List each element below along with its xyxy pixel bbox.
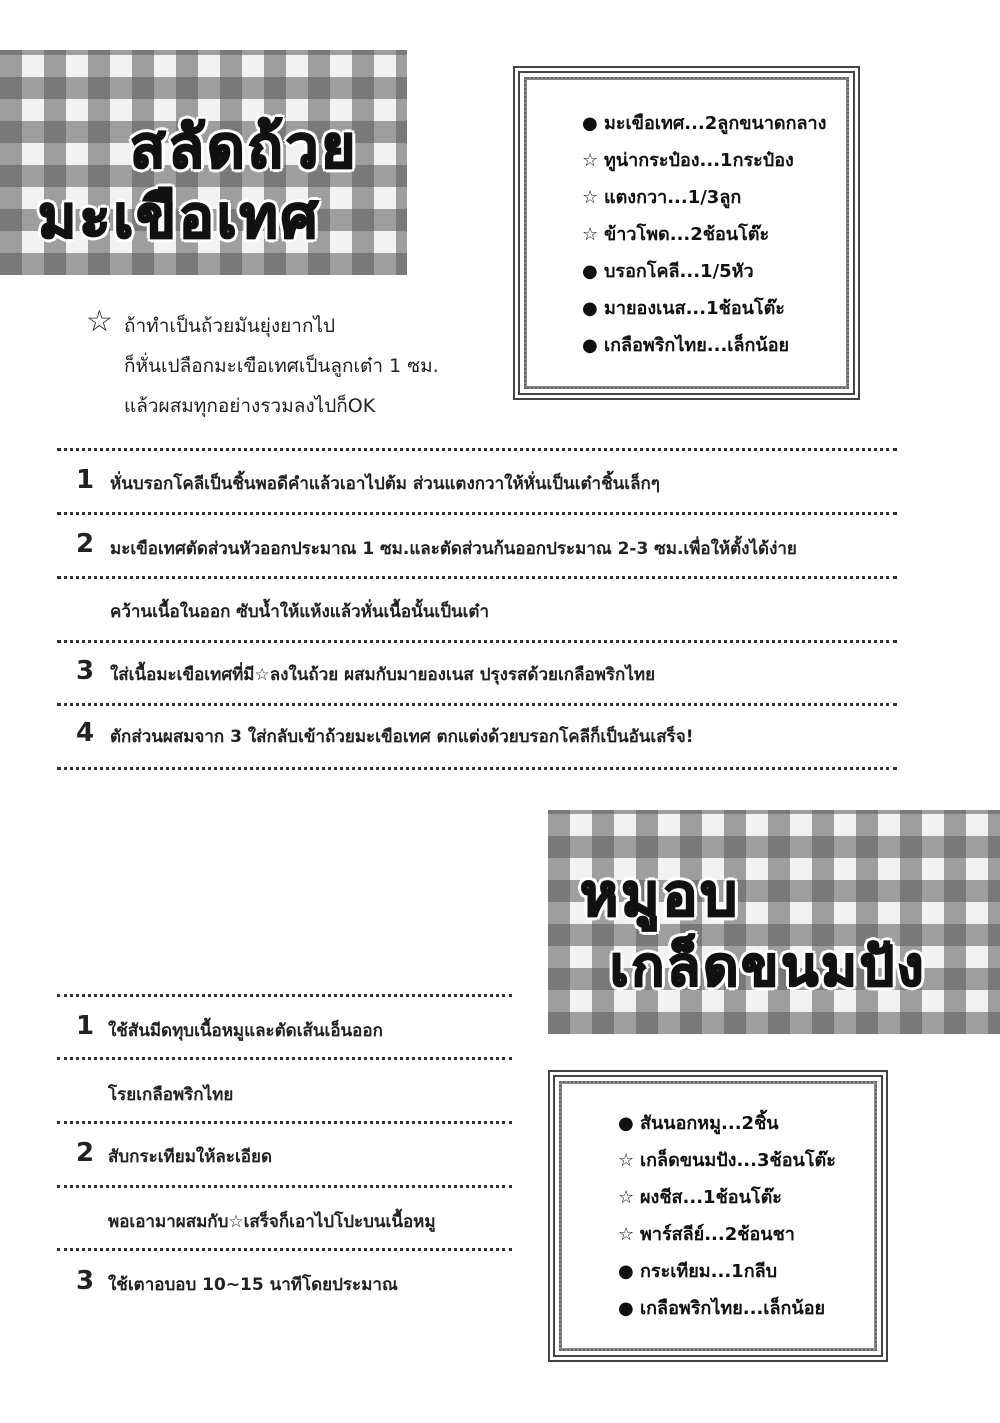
star-icon: ☆	[582, 150, 599, 171]
ingredient-item	[582, 105, 826, 142]
step-text: ใส่เนื้อมะเขือเทศที่มี☆ลงในถ้วย ผสมกับมายองเนส ปรุงรสด้วยเกลือพริกไทย	[110, 665, 656, 685]
step-text: โรยเกลือพริกไทย	[108, 1085, 234, 1105]
star-icon: ☆	[618, 1187, 635, 1208]
salad-title-line1: สลัดถ้วย	[130, 113, 359, 181]
ingredient-item	[618, 1290, 836, 1327]
ingredient-item	[618, 1142, 836, 1179]
dotted-divider	[57, 703, 897, 706]
pork-title-line2: เกล็ดขนมปัง	[610, 935, 927, 998]
step-text: พอเอามาผสมกับ☆เสร็จก็เอาไปโปะบนเนื้อหมู	[108, 1212, 436, 1232]
note-line: ถ้าทำเป็นถ้วยมันยุ่งยากไป	[124, 315, 336, 337]
step-text: ใช้สันมีดทุบเนื้อหมูและตัดเส้นเอ็นออก	[108, 1021, 383, 1041]
salad-title-line2: มะเขือเทศ	[38, 183, 321, 251]
ingredient-text: ทูน่ากระป๋อง...1กระป๋อง	[604, 150, 794, 171]
dotted-divider	[57, 576, 897, 579]
ingredient-item	[618, 1253, 836, 1290]
step-text: มะเขือเทศตัดส่วนหัวออกประมาณ 1 ซม.และตัดส่วนก้นออกประมาณ 2-3 ซม.เพื่อให้ตั้งได้ง่าย	[110, 539, 797, 559]
step-number: 4	[76, 718, 95, 748]
ingredient-item	[582, 179, 826, 216]
ingredient-text: ผงชีส...1ช้อนโต๊ะ	[640, 1187, 782, 1208]
star-icon: ☆	[582, 187, 599, 208]
step-number: 1	[76, 465, 95, 495]
ingredient-item	[618, 1179, 836, 1216]
ingredient-item	[582, 216, 826, 253]
dotted-divider	[57, 767, 897, 770]
ingredient-item	[582, 327, 826, 364]
step-number: 3	[76, 1266, 95, 1296]
ingredient-text: เกลือพริกไทย...เล็กน้อย	[640, 1298, 826, 1319]
step-number: 2	[76, 1138, 95, 1168]
note-line: แล้วผสมทุกอย่างรวมลงไปก็OK	[124, 395, 376, 417]
ingredient-text: บรอกโคลี...1/5หัว	[604, 261, 754, 282]
ingredient-text: สันนอกหมู...2ชิ้น	[640, 1113, 779, 1134]
dotted-divider	[57, 1121, 512, 1124]
star-icon: ☆	[86, 304, 113, 339]
ingredient-item	[618, 1216, 836, 1253]
step-number: 1	[76, 1011, 95, 1041]
ingredient-text: เกลือพริกไทย...เล็กน้อย	[604, 335, 790, 356]
dotted-divider	[57, 512, 897, 515]
bullet-icon: ●	[582, 261, 598, 282]
bullet-icon: ●	[618, 1261, 634, 1282]
star-icon: ☆	[618, 1224, 635, 1245]
ingredient-text: เกล็ดขนมปัง...3ช้อนโต๊ะ	[640, 1150, 836, 1171]
dotted-divider	[57, 1248, 512, 1251]
salad-ingredient-list	[582, 105, 826, 364]
bullet-icon: ●	[582, 113, 598, 134]
step-text: ใช้เตาอบอบ 10~15 นาทีโดยประมาณ	[108, 1275, 398, 1295]
note-line: ก็หั่นเปลือกมะเขือเทศเป็นลูกเต๋า 1 ซม.	[124, 355, 439, 377]
dotted-divider	[57, 448, 897, 451]
ingredient-text: ข้าวโพด...2ช้อนโต๊ะ	[604, 224, 770, 245]
ingredient-text: กระเทียม...1กลีบ	[640, 1261, 778, 1282]
bullet-icon: ●	[618, 1113, 634, 1134]
step-number: 3	[76, 656, 95, 686]
step-number: 2	[76, 529, 95, 559]
ingredient-item	[582, 290, 826, 327]
salad-note	[86, 304, 439, 426]
dotted-divider	[57, 994, 512, 997]
ingredient-text: แตงกวา...1/3ลูก	[604, 187, 742, 208]
ingredient-text: มะเขือเทศ...2ลูกขนาดกลาง	[604, 113, 827, 134]
ingredient-text: พาร์สลีย์...2ช้อนชา	[640, 1224, 795, 1245]
ingredient-text: มายองเนส...1ช้อนโต๊ะ	[604, 298, 785, 319]
bullet-icon: ●	[618, 1298, 634, 1319]
ingredient-item	[618, 1105, 836, 1142]
pork-ingredient-list	[618, 1105, 836, 1327]
star-icon: ☆	[582, 224, 599, 245]
dotted-divider	[57, 1057, 512, 1060]
ingredient-item	[582, 253, 826, 290]
step-text: หั่นบรอกโคลีเป็นชิ้นพอดีคำแล้วเอาไปต้ม ส่วนแตงกวาให้หั่นเป็นเต๋าชิ้นเล็กๆ	[110, 474, 660, 494]
step-text: คว้านเนื้อในออก ซับน้ำให้แห้งแล้วหั่นเนื้อนั้นเป็นเต๋า	[110, 602, 489, 622]
bullet-icon: ●	[582, 335, 598, 356]
star-icon: ☆	[618, 1150, 635, 1171]
ingredient-item	[582, 142, 826, 179]
step-text: ตักส่วนผสมจาก 3 ใส่กลับเข้าถ้วยมะเขือเทศ ตกแต่งด้วยบรอกโคลีก็เป็นอันเสร็จ!	[110, 727, 694, 747]
dotted-divider	[57, 1185, 512, 1188]
dotted-divider	[57, 640, 897, 643]
bullet-icon: ●	[582, 298, 598, 319]
step-text: สับกระเทียมให้ละเอียด	[108, 1147, 272, 1167]
pork-title-line1: หมูอบ	[580, 861, 741, 929]
